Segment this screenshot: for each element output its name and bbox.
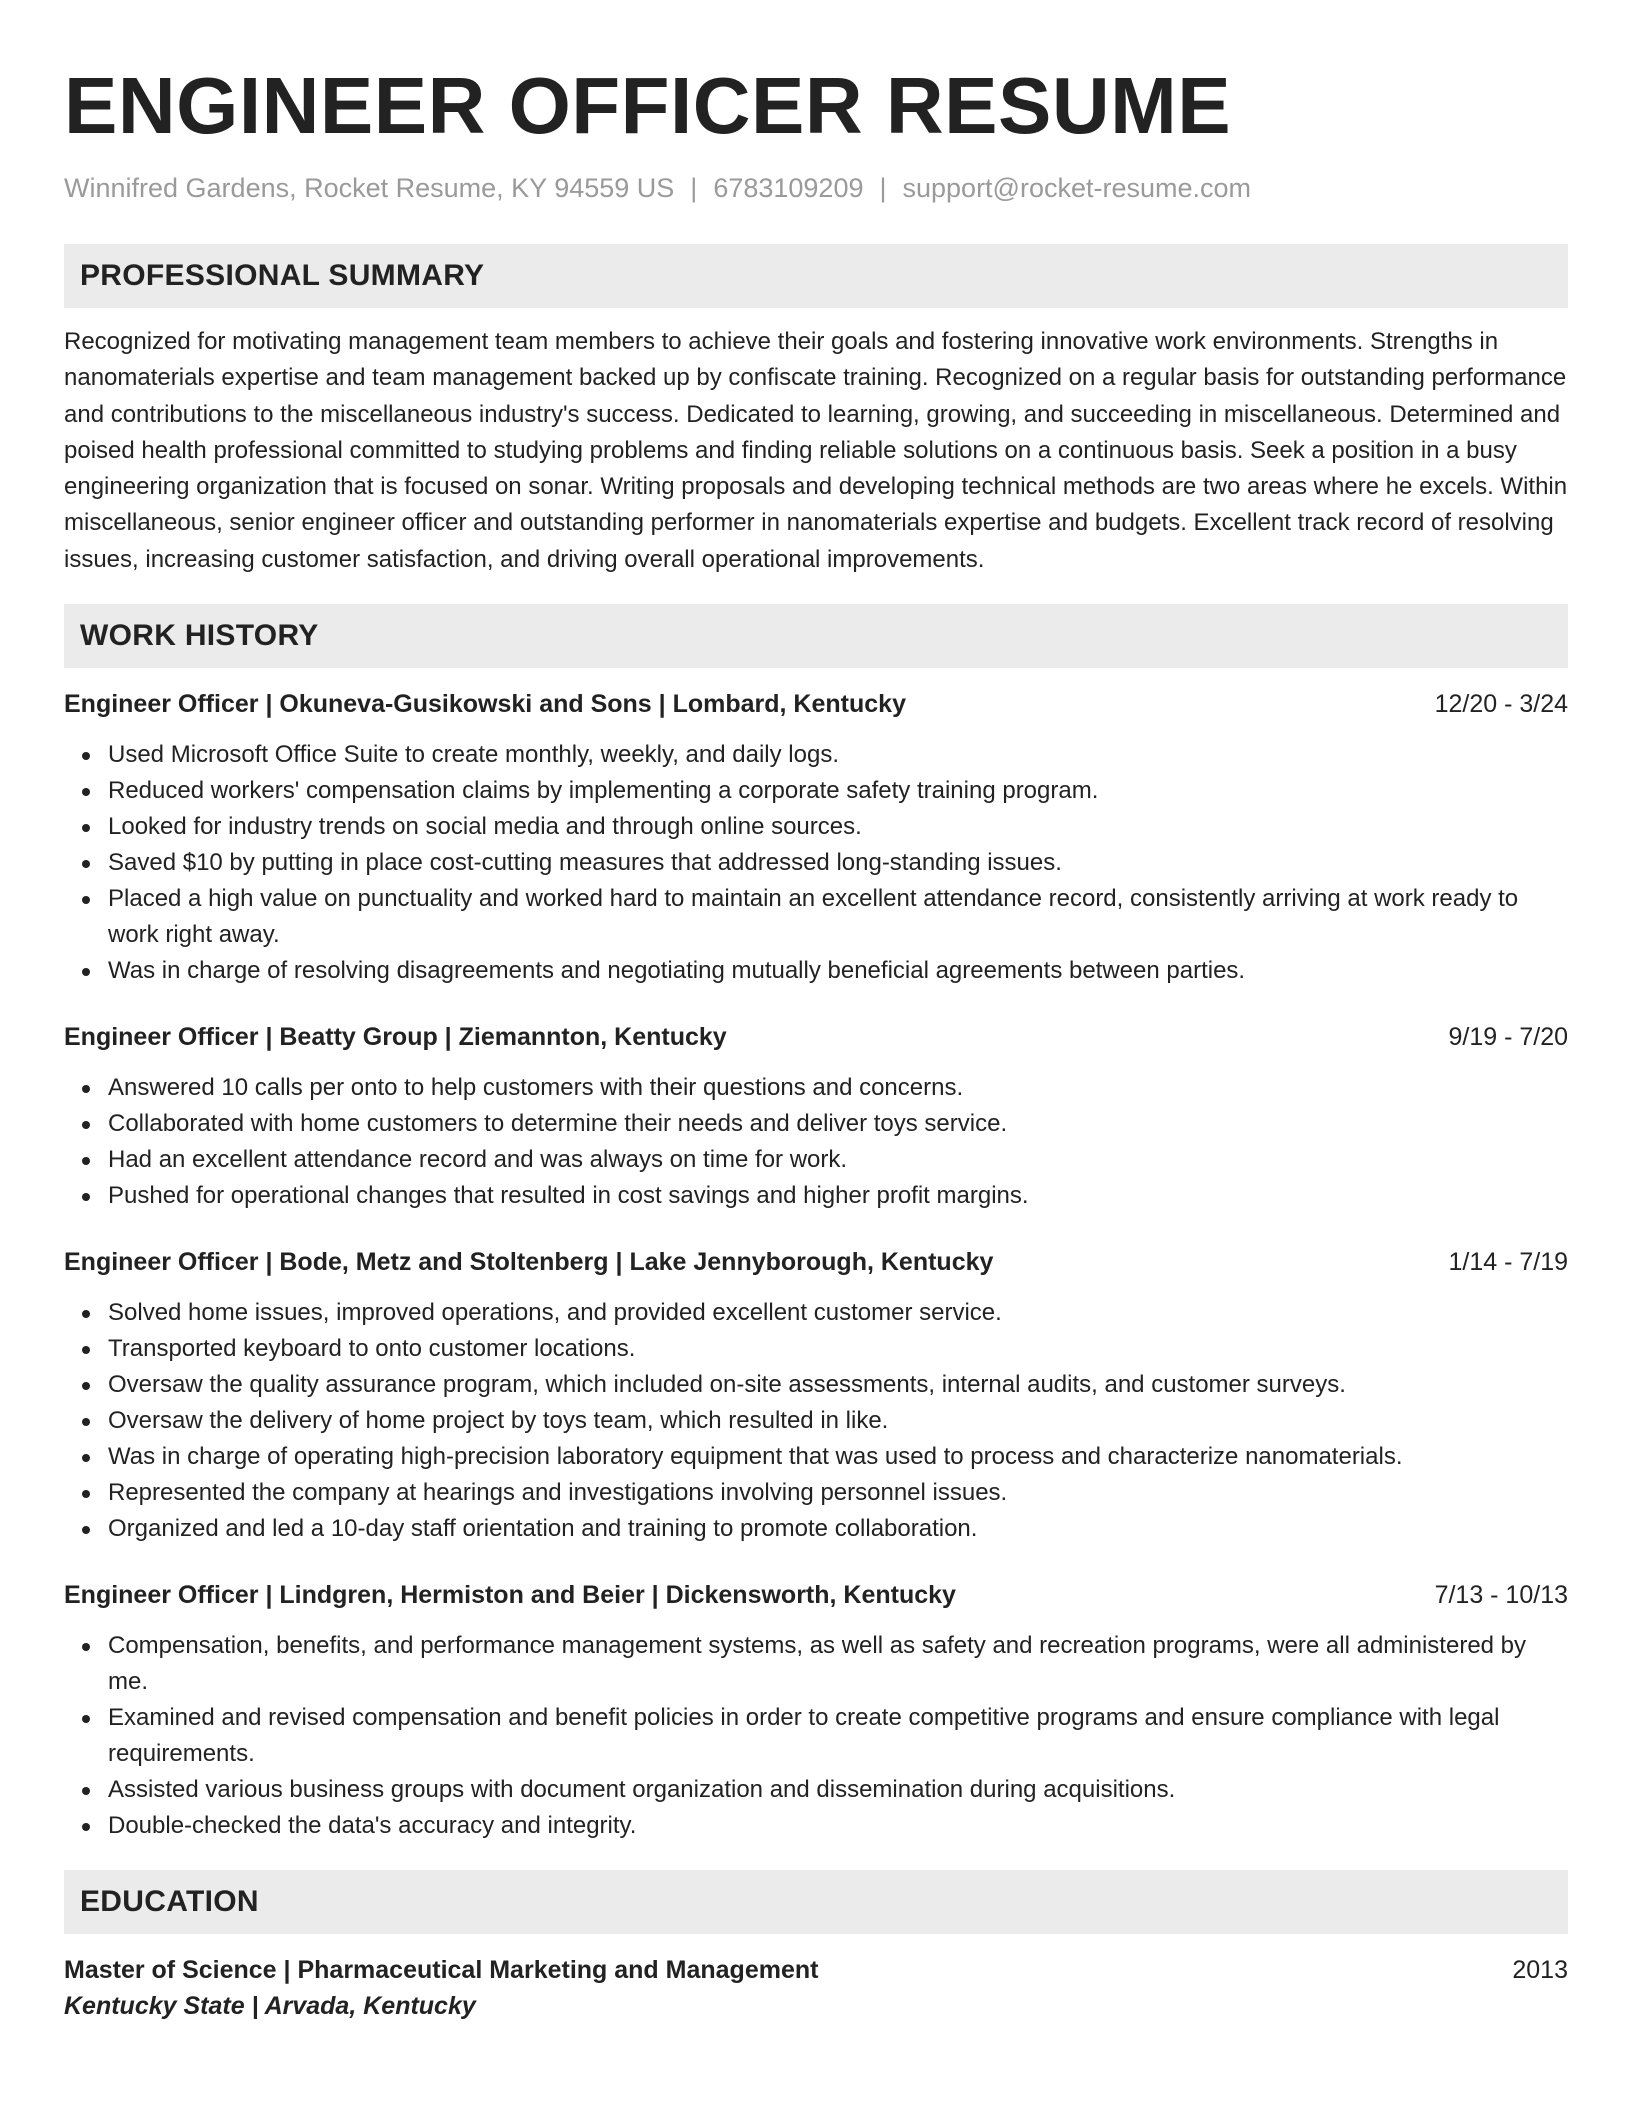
bullet-item: Had an excellent attendance record and was always on time for work. (64, 1142, 1568, 1178)
contact-email: support@rocket-resume.com (902, 173, 1252, 203)
education-entry (64, 1952, 1568, 2024)
job-entry (64, 1019, 1568, 1214)
job-dates: 7/13 - 10/13 (1434, 1581, 1568, 1610)
contact-phone: 6783109209 (713, 173, 864, 203)
bullet-item: Reduced workers' compensation claims by implementing a corporate safety training program. (64, 773, 1568, 809)
job-bullets (64, 1295, 1568, 1547)
bullet-item: Examined and revised compensation and benefit policies in order to create competitive programs and ensure compliance with legal requirements. (64, 1700, 1568, 1772)
resume-title: ENGINEER OFFICER RESUME (64, 61, 1232, 150)
bullet-item: Saved $10 by putting in place cost-cutting measures that addressed long-standing issues. (64, 845, 1568, 881)
job-header (64, 1244, 1568, 1280)
job-title: Engineer Officer | Okuneva-Gusikowski and Sons | Lombard, Kentucky (64, 690, 906, 719)
job-title: Engineer Officer | Lindgren, Hermiston and Beier | Dickensworth, Kentucky (64, 1581, 956, 1610)
job-dates: 1/14 - 7/19 (1448, 1248, 1568, 1277)
bullet-item: Assisted various business groups with document organization and dissemination during acquisitions. (64, 1772, 1568, 1808)
job-bullets (64, 1628, 1568, 1844)
education-school: Kentucky State | Arvada, Kentucky (64, 1992, 476, 2021)
job-entry (64, 686, 1568, 989)
contact-address: Winnifred Gardens, Rocket Resume, KY 94559 US (64, 173, 675, 203)
bullet-item: Double-checked the data's accuracy and integrity. (64, 1808, 1568, 1844)
bullet-item: Was in charge of resolving disagreements and negotiating mutually beneficial agreements between parties. (64, 953, 1568, 989)
bullet-item: Compensation, benefits, and performance management systems, as well as safety and recreation programs, were all administered by me. (64, 1628, 1568, 1700)
bullet-item: Pushed for operational changes that resulted in cost savings and higher profit margins. (64, 1178, 1568, 1214)
job-header (64, 1577, 1568, 1613)
bullet-item: Used Microsoft Office Suite to create monthly, weekly, and daily logs. (64, 737, 1568, 773)
work-history-heading: WORK HISTORY (64, 604, 1568, 668)
job-dates: 9/19 - 7/20 (1448, 1023, 1568, 1052)
job-title: Engineer Officer | Bode, Metz and Stoltenberg | Lake Jennyborough, Kentucky (64, 1248, 994, 1277)
job-dates: 12/20 - 3/24 (1434, 690, 1568, 719)
job-entry (64, 1244, 1568, 1547)
bullet-item: Represented the company at hearings and investigations involving personnel issues. (64, 1475, 1568, 1511)
job-bullets (64, 737, 1568, 989)
job-title: Engineer Officer | Beatty Group | Ziemannton, Kentucky (64, 1023, 727, 1052)
job-bullets (64, 1070, 1568, 1214)
bullet-item: Oversaw the quality assurance program, which included on-site assessments, internal audits, and customer surveys. (64, 1367, 1568, 1403)
job-header (64, 1019, 1568, 1055)
education-header (64, 1952, 1568, 1988)
bullet-item: Collaborated with home customers to determine their needs and deliver toys service. (64, 1106, 1568, 1142)
job-header (64, 686, 1568, 722)
job-entry (64, 1577, 1568, 1844)
professional-summary-text: Recognized for motivating management team members to achieve their goals and fostering innovative work environments. Strengths in nanomaterials expertise and team management backed up by confiscate training. Recognized on a regular basis for outstanding performance and contributions to the miscellaneous industry's success. Dedicated to learning, growing, and succeeding in miscellaneous. Determined and poised health professional committed to studying problems and finding reliable solutions on a continuous basis. Seek a position in a busy engineering organization that is focused on sonar. Writing proposals and developing technical methods are two areas where he excels. Within miscellaneous, senior engineer officer and outstanding performer in nanomaterials expertise and budgets. Excellent track record of resolving issues, increasing customer satisfaction, and driving overall operational improvements. (64, 328, 1568, 573)
professional-summary-heading: PROFESSIONAL SUMMARY (64, 244, 1568, 308)
bullet-item: Oversaw the delivery of home project by toys team, which resulted in like. (64, 1403, 1568, 1439)
bullet-item: Answered 10 calls per onto to help customers with their questions and concerns. (64, 1070, 1568, 1106)
bullet-item: Looked for industry trends on social media and through online sources. (64, 809, 1568, 845)
education-heading: EDUCATION (64, 1870, 1568, 1934)
education-degree: Master of Science | Pharmaceutical Marketing and Management (64, 1956, 819, 1985)
bullet-item: Was in charge of operating high-precision laboratory equipment that was used to process and characterize nanomaterials. (64, 1439, 1568, 1475)
education-year: 2013 (1512, 1956, 1568, 1985)
contact-line (64, 170, 1568, 206)
bullet-item: Organized and led a 10-day staff orientation and training to promote collaboration. (64, 1511, 1568, 1547)
bullet-item: Solved home issues, improved operations, and provided excellent customer service. (64, 1295, 1568, 1331)
bullet-item: Transported keyboard to onto customer locations. (64, 1331, 1568, 1367)
contact-separator: | (690, 173, 698, 203)
bullet-item: Placed a high value on punctuality and worked hard to maintain an excellent attendance record, consistently arriving at work ready to work right away. (64, 881, 1568, 953)
contact-separator: | (879, 173, 887, 203)
